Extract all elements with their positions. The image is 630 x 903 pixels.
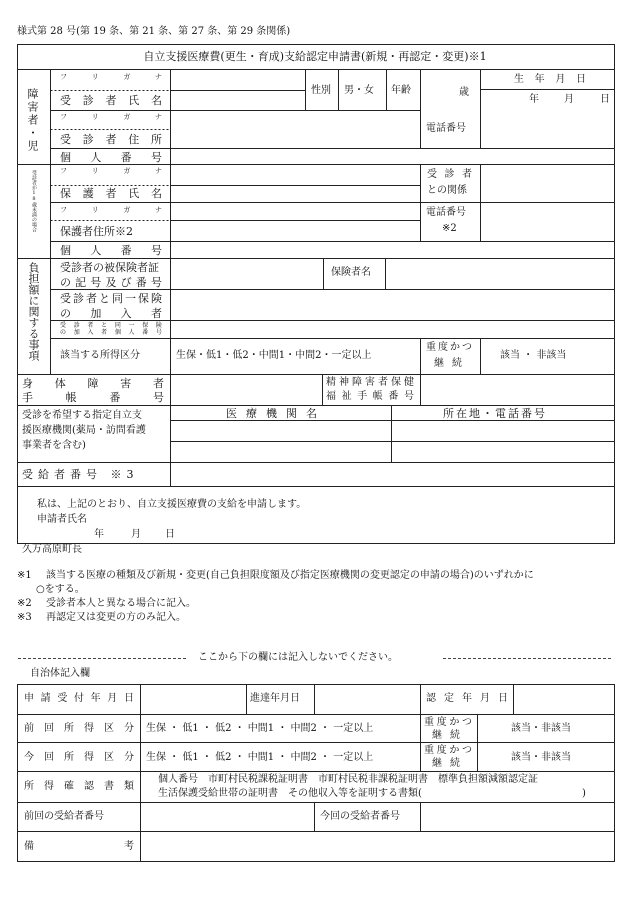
guardian-section-label: 受診者が18歳未満の場合 (31, 170, 37, 232)
income-docs-line1: 個人番号 市町村民税課税証明書 市町村民税非課税証明書 標準負担額減額認定証 (158, 774, 538, 785)
same-insured-number-label-1: 受 診 者 と 同 一 保 険 (60, 322, 162, 329)
guardian-furigana-label: フ リ ガ ナ (60, 167, 162, 175)
prev-recipient-number-label: 前回の受給者番号 (24, 811, 104, 822)
institution-label-2: 援医療機関(薬局・訪問看護 (22, 425, 146, 436)
received-date-label: 申 請 受 付 年 月 日 (24, 693, 134, 704)
institution-address-header: 所在地・電話番号 (443, 407, 547, 420)
separator-text: ここから下の欄には記入しないでください。 (198, 652, 398, 663)
guardian-phone-note: ※2 (442, 223, 457, 234)
curr-recipient-number-label: 今回の受給者番号 (320, 811, 400, 822)
income-category-options[interactable]: 生保・低1・低2・中間1・中間2・一定以上 (176, 350, 372, 361)
same-insured-number-label-2: の 加 入 者 個 人 番 号 (60, 329, 162, 336)
mental-cert-label-2: 福 祉 手 帳 番 号 (326, 391, 414, 402)
age-label: 年齢 (391, 85, 411, 96)
patient-name-label: 受 診 者 氏 名 (60, 94, 162, 107)
institution-name-header: 医療機関名 (226, 407, 326, 420)
institution-label-3: 事業者を含む) (22, 440, 86, 451)
addressee: 久万高原町長 (22, 544, 82, 555)
applicant-name-label: 申請者氏名 (37, 514, 87, 525)
patient-address-furigana: フ リ ガ ナ (60, 113, 162, 121)
severe-label-1: 重 度 か つ (426, 342, 472, 353)
note-1-text: 該当する医療の種類及び新規・変更(自己負担限度額及び指定医療機関の変更認定の申請の場合)のいずれかに (46, 570, 534, 581)
severe-options[interactable]: 該当 ・ 非該当 (500, 350, 567, 361)
mental-cert-label-1: 精 神 障 害 者 保 健 (326, 377, 414, 388)
note-3-text: 再認定又は変更の方のみ記入。 (46, 612, 186, 623)
prev-severe-options: 該当・非該当 (511, 723, 571, 734)
curr-income-label: 今 回 所 得 区 分 (24, 752, 134, 763)
same-insured-label-2: の 加 入 者 (60, 307, 162, 320)
guardian-relation-label-2: との関係 (427, 185, 467, 196)
approval-date-label: 認 定 年 月 日 (426, 693, 508, 704)
disability-cert-label-2: 手 帳 番 号 (22, 391, 164, 404)
insurance-number-label-2: の 記 号 及 び 番 号 (60, 276, 162, 289)
insurer-name-label: 保険者名 (331, 267, 371, 278)
prev-income-options: 生保 ・ 低1 ・ 低2 ・ 中間1 ・ 中間2 ・ 一定以上 (146, 723, 374, 734)
declaration-day: 日 (165, 529, 175, 540)
declaration-month: 月 (131, 529, 141, 540)
institution-label-1: 受診を希望する指定自立支 (22, 410, 142, 421)
patient-section-label: 障害者・児 (26, 88, 39, 153)
guardian-address-label: 保護者住所※2 (60, 225, 133, 238)
burden-section-label: 負担額に関する事項 (27, 262, 40, 361)
office-heading: 自治体記入欄 (30, 668, 90, 679)
severe-label-2: 継続 (434, 358, 470, 369)
patient-furigana-label: フ リ ガ ナ (60, 73, 162, 81)
guardian-phone-label: 電話番号 (426, 207, 466, 218)
prev-severe-label-2: 継続 (432, 730, 468, 741)
remarks-label: 備 考 (24, 841, 134, 852)
note-1-mark: ※1 (17, 570, 32, 581)
guardian-address-furigana: フ リ ガ ナ (60, 206, 162, 214)
curr-severe-label-1: 重 度 か つ (424, 745, 472, 756)
curr-income-options: 生保 ・ 低1 ・ 低2 ・ 中間1 ・ 中間2 ・ 一定以上 (146, 752, 374, 763)
declaration-year: 年 (94, 529, 104, 540)
birth-month-unit: 月 (564, 94, 574, 105)
income-docs-label: 所 得 確 認 書 類 (24, 781, 134, 792)
curr-severe-options: 該当・非該当 (511, 752, 571, 763)
note-2-text: 受診者本人と異なる場合に記入。 (46, 598, 196, 609)
birth-year-unit: 年 (529, 94, 539, 105)
progress-date-label: 進達年月日 (250, 693, 300, 704)
guardian-number-label: 個 人 番 号 (60, 244, 162, 257)
age-unit: 歳 (459, 87, 469, 98)
same-insured-label-1: 受 診 者 と 同 一 保 険 (60, 292, 162, 305)
patient-phone-label: 電話番号 (426, 123, 466, 134)
income-docs-close: ) (582, 788, 586, 799)
prev-income-label: 前 回 所 得 区 分 (24, 723, 134, 734)
form-number: 様式第 28 号(第 19 条、第 21 条、第 27 条、第 29 条関係) (17, 26, 291, 37)
gender-label: 性別 (311, 85, 331, 96)
guardian-relation-label-1: 受 診 者 (427, 169, 472, 180)
birthdate-label: 生 年 月 日 (514, 74, 586, 85)
note-2-mark: ※2 (17, 598, 32, 609)
prev-severe-label-1: 重 度 か つ (424, 717, 472, 728)
note-1-cont: ○をする。 (36, 584, 85, 595)
form-title: 自立支援医療費(更生・育成)支給認定申請書(新規・再認定・変更)※1 (143, 50, 487, 63)
patient-address-label: 受 診 者 住 所 (60, 133, 162, 146)
guardian-name-label: 保 護 者 氏 名 (60, 187, 162, 200)
patient-number-label: 個 人 番 号 (60, 151, 162, 164)
recipient-number-label: 受給者番号 ※3 (22, 468, 139, 481)
disability-cert-label-1: 身 体 障 害 者 (22, 377, 164, 390)
birth-day-unit: 日 (600, 94, 610, 105)
income-docs-line2: 生活保護受給世帯の証明書 その他収入等を証明する書類( (158, 788, 422, 799)
declaration-text: 私は、上記のとおり、自立支援医療費の支給を申請します。 (37, 499, 307, 510)
income-category-label: 該当する所得区分 (60, 350, 140, 361)
insurance-number-label-1: 受診者の被保険者証 (60, 261, 159, 274)
note-3-mark: ※3 (17, 612, 32, 623)
gender-options[interactable]: 男・女 (344, 85, 374, 96)
curr-severe-label-2: 継続 (432, 758, 468, 769)
